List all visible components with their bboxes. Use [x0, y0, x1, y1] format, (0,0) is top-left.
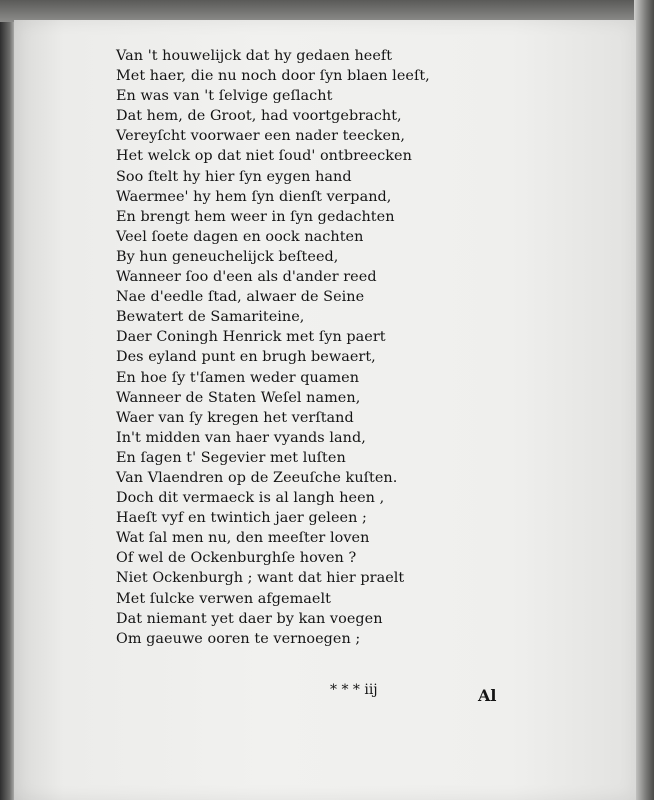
poem-line: Van Vlaendren op de Zeeuſche kuſten. — [116, 469, 398, 486]
poem-line: Van 't houwelijck dat hy gedaen heeft — [116, 48, 393, 64]
poem-line: Wanneer de Staten Weſel namen, — [116, 389, 361, 406]
poem-line: En was van 't ſelvige geſlacht — [116, 88, 333, 105]
catchword: Al — [478, 686, 497, 705]
poem-line: Met ſulcke verwen afgemaelt — [116, 590, 331, 607]
poem-line: En ſagen t' Segevier met luſten — [116, 449, 346, 466]
poem-text — [116, 46, 496, 649]
poem-line: Met haer, die nu noch door ſyn blaen leeſt, — [116, 68, 430, 85]
poem-line: Om gaeuwe ooren te vernoegen ; — [116, 630, 361, 647]
poem-line: Nae d'eedle ſtad, alwaer de Seine — [116, 289, 365, 306]
poem-line: Waermee' hy hem ſyn dienſt verpand, — [116, 188, 392, 205]
poem-line: In't midden van haer vyands land, — [116, 429, 366, 446]
poem-line: Veel ſoete dagen en oock nachten — [116, 228, 364, 245]
poem-line: Waer van ſy kregen het verſtand — [116, 409, 354, 426]
poem-line: Bewatert de Samariteine, — [116, 309, 305, 326]
poem-line: En hoe ſy t'ſamen weder quamen — [116, 369, 360, 386]
signature-mark: * * * iij — [330, 682, 378, 698]
poem-line: Soo ſtelt hy hier ſyn eygen hand — [116, 168, 352, 185]
poem-line: Wat ſal men nu, den meeſter loven — [116, 530, 370, 547]
poem-line: Doch dit vermaeck is al langh heen , — [116, 490, 385, 507]
poem-line: Of wel de Ockenburghſe hoven ? — [116, 550, 357, 567]
poem-line: Niet Ockenburgh ; want dat hier praelt — [116, 570, 405, 587]
page-edge-right — [634, 0, 654, 800]
poem-line: Haeſt vyf en twintich jaer geleen ; — [116, 510, 367, 527]
poem-line: By hun geneuchelijck beſteed, — [116, 248, 339, 265]
poem-line: Daer Coningh Henrick met ſyn paert — [116, 329, 386, 346]
poem-line: Dat niemant yet daer by kan voegen — [116, 610, 383, 627]
poem-line: Dat hem, de Groot, had voortgebracht, — [116, 108, 402, 125]
scanner-edge-top — [0, 0, 654, 22]
book-binding-shadow — [0, 0, 14, 800]
poem-line: Wanneer ſoo d'een als d'ander reed — [116, 269, 377, 286]
poem-line: Vereyſcht voorwaer een nader teecken, — [116, 128, 406, 145]
poem-line: Des eyland punt en brugh bewaert, — [116, 349, 376, 366]
poem-line: En brengt hem weer in ſyn gedachten — [116, 208, 395, 225]
poem-line: Het welck op dat niet ſoud' ontbreecken — [116, 148, 412, 165]
